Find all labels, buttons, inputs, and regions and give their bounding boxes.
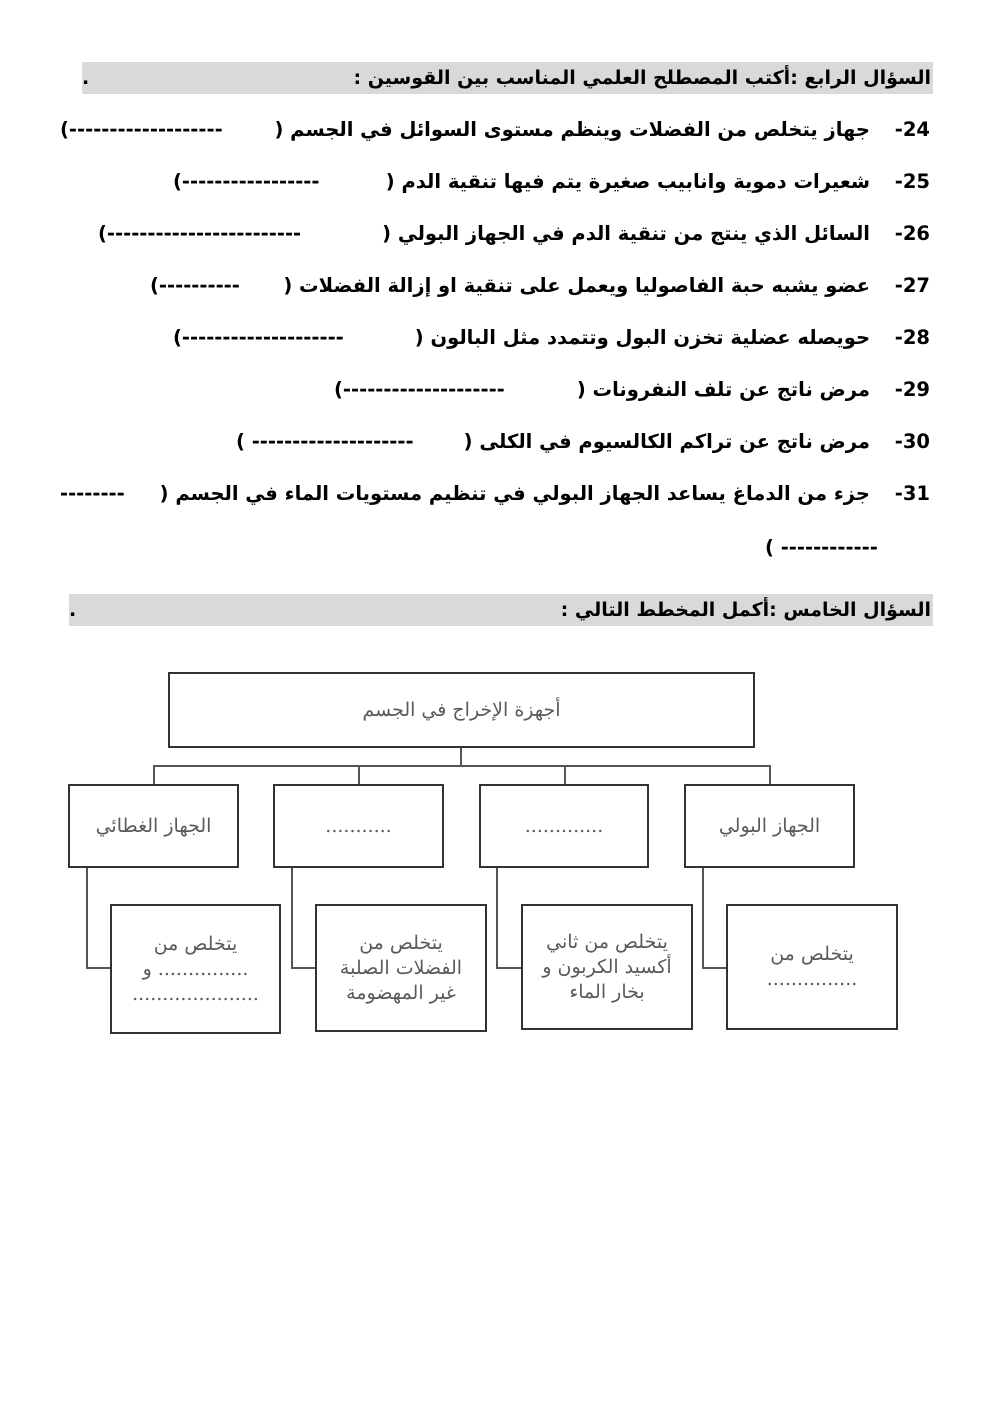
question-item [175,167,930,197]
desc-box-digestive [315,904,487,1032]
system-box-integumentary [68,784,239,868]
connector-line [86,867,88,968]
item-text: شعيرات دموية وانابيب صغيرة يتم فيها تنقية الدم ( [385,170,870,193]
item-text: حويصله عضلية تخزن البول وتتمدد مثل البالون ( [414,326,870,349]
question-4-header [82,62,933,94]
connector-line [358,765,360,784]
item-text: السائل الذي ينتج من تنقية الدم في الجهاز البولي ( [382,222,870,245]
connector-line [496,967,521,969]
answer-blank[interactable]: -------- [60,482,125,505]
header-dot: . [69,599,77,621]
question-item [62,115,930,145]
connector-line [496,867,498,968]
system-box-urinary [684,784,855,868]
answer-blank[interactable]: --------------------) [334,378,505,401]
answer-blank[interactable]: --------------------) [173,326,344,349]
item-text: مرض ناتج عن تلف النفرونات ( [576,378,870,401]
item-number: 24- [894,118,930,141]
desc-box-respiratory [521,904,693,1030]
question-item [100,219,930,249]
question-5-title: السؤال الخامس :أكمل المخطط التالي : [560,599,931,621]
diagram-root-label: أجهزة الإخراج في الجسم [362,698,561,721]
item-number: 27- [894,274,930,297]
connector-line [153,765,770,767]
answer-blank[interactable]: -----------------) [173,170,320,193]
connector-line [702,967,727,969]
item-text: مرض ناتج عن تراكم الكالسيوم في الكلى ( [463,430,870,453]
answer-blank[interactable]: -------------------- ) [236,430,414,453]
desc-text: يتخلص من ............... [766,943,858,990]
connector-line [291,867,293,968]
system-label: ............. [524,814,604,837]
item-number: 28- [894,326,930,349]
desc-text: يتخلص من الفضلات الصلبة غير المهضومة [339,931,463,1004]
diagram-root-box [168,672,755,748]
item-number: 29- [894,378,930,401]
system-label: الجهاز الغطائي [95,814,212,837]
item-number: 30- [894,430,930,453]
item-number: 31- [894,482,930,505]
connector-line [153,765,155,784]
connector-line [460,747,462,766]
question-item [175,323,930,353]
answer-blank-continuation[interactable]: ------------ ) [765,536,878,559]
question-item [238,427,930,457]
question-4-title: السؤال الرابع :أكتب المصطلح العلمي المناسب بين القوسين : [353,67,931,89]
desc-box-urinary[interactable] [726,904,898,1030]
item-text: عضو يشبه حبة الفاصوليا ويعمل على تنقية او إزالة الفضلات ( [283,274,870,297]
item-text: جزء من الدماغ يساعد الجهاز البولي في تنظيم مستويات الماء في الجسم ( [159,482,870,505]
answer-blank[interactable]: ------------------------) [98,222,302,245]
item-text: جهاز يتخلص من الفضلات وينظم مستوى السوائل في الجسم ( [274,118,870,141]
header-dot: . [82,67,90,89]
connector-line [702,867,704,968]
question-item [62,479,930,509]
system-label: الجهاز البولي [718,814,821,837]
item-number: 26- [894,222,930,245]
connector-line [564,765,566,784]
system-label: ........... [325,814,392,837]
question-item [152,271,930,301]
connector-line [769,765,771,784]
connector-line [86,967,111,969]
desc-text: يتخلص من ثاني أكسيد الكربون و بخار الماء [542,930,672,1003]
question-item [336,375,930,405]
system-box-blank-2[interactable] [273,784,444,868]
system-box-blank-1[interactable] [479,784,649,868]
item-number: 25- [894,170,930,193]
connector-line [291,967,316,969]
answer-blank[interactable]: ----------) [150,274,240,297]
desc-box-integumentary[interactable] [110,904,281,1034]
answer-blank[interactable]: -------------------) [60,118,223,141]
desc-text: يتخلص من ............... و ..................... [132,932,259,1005]
question-5-header [69,594,933,626]
